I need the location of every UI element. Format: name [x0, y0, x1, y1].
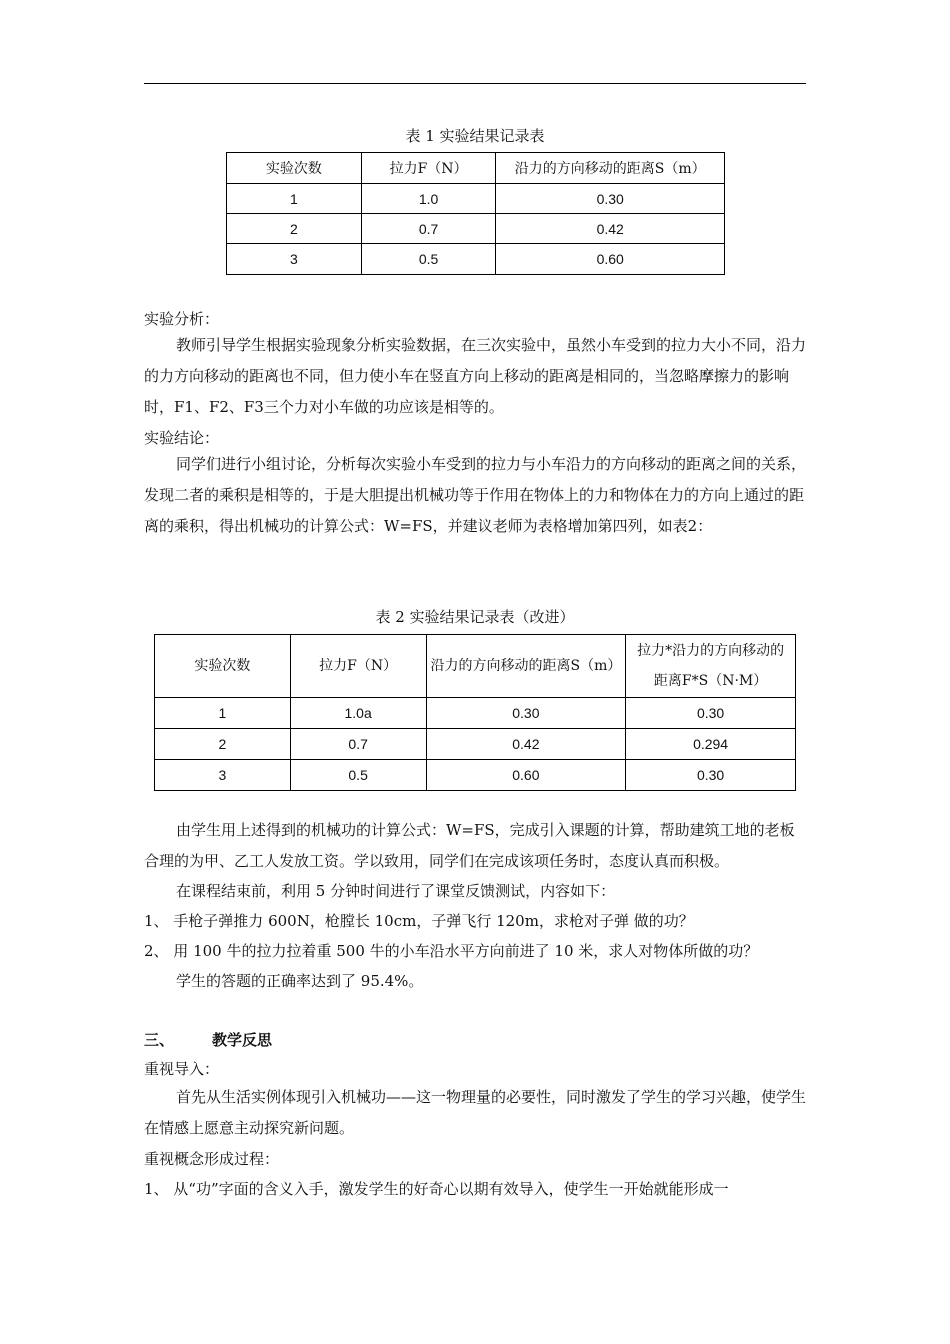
table1-caption: 表 1 实验结果记录表	[405, 127, 545, 145]
table-row	[155, 729, 796, 760]
table2-header-cell: 拉力*沿力的方向移动的距离F*S（N·M）	[626, 635, 796, 698]
section-number: 三、	[144, 1031, 175, 1049]
analysis-paragraph: 教师引导学生根据实验现象分析实验数据，在三次实验中，虽然小车受到的拉力大小不同，沿力的力方向移动的距离也不同，但力使小车在竖直方向上移动的距离是相同的，当忽略摩擦力的影响时，F1、F2、F3三个力对小车做的功应该是相等的。	[144, 336, 807, 416]
table2-header-cell: 拉力F（N）	[290, 635, 426, 698]
application-paragraph: 由学生用上述得到的机械功的计算公式：W=FS，完成引入课题的计算，帮助建筑工地的老板合理的为甲、乙工人发放工资。学以致用，同学们在完成该项任务时，态度认真而积极。	[144, 821, 795, 870]
conclusion-heading: 实验结论：	[144, 429, 220, 447]
section-title: 教学反思	[212, 1031, 273, 1049]
table1-cell: 3	[227, 244, 362, 275]
table2-cell: 0.30	[626, 760, 796, 791]
table1-cell: 0.60	[496, 244, 725, 275]
table-row	[227, 244, 725, 275]
table1-cell: 0.5	[361, 244, 496, 275]
table2-cell: 0.60	[426, 760, 626, 791]
table2-cell: 0.5	[290, 760, 426, 791]
table-row	[227, 214, 725, 244]
table2-cell: 0.294	[626, 729, 796, 760]
table2	[154, 634, 796, 791]
reflection-item-1: 1、 从“功”字面的含义入手，激发学生的好奇心以期有效导入，使学生一开始就能形成一	[144, 1180, 729, 1198]
analysis-heading: 实验分析：	[144, 310, 220, 328]
table2-caption: 表 2 实验结果记录表（改进）	[375, 608, 575, 626]
table2-cell: 0.30	[426, 698, 626, 729]
table2-header-cell: 沿力的方向移动的距离S（m）	[426, 635, 626, 698]
feedback-intro: 在课程结束前，利用 5 分钟时间进行了课堂反馈测试，内容如下：	[176, 882, 616, 900]
table2-cell: 3	[155, 760, 291, 791]
table2-cell: 0.30	[626, 698, 796, 729]
table1-header-cell: 拉力F（N）	[361, 153, 496, 184]
table1-cell: 0.7	[361, 214, 496, 244]
table2-cell: 2	[155, 729, 291, 760]
table-header-row	[227, 153, 725, 184]
table2-cell: 0.7	[290, 729, 426, 760]
table2-cell: 1.0a	[290, 698, 426, 729]
reflection-subheading-1: 重视导入：	[144, 1060, 220, 1078]
question-1: 1、 手枪子弹推力 600N，枪膛长 10cm，子弹飞行 120m，求枪对子弹 做的功？	[144, 912, 694, 930]
table1-cell: 0.30	[496, 184, 725, 214]
table1-cell: 2	[227, 214, 362, 244]
table1-cell: 1	[227, 184, 362, 214]
table1-header-cell: 沿力的方向移动的距离S（m）	[496, 153, 725, 184]
table2-cell: 1	[155, 698, 291, 729]
accuracy-text: 学生的答题的正确率达到了 95.4%。	[176, 972, 424, 990]
table1-cell: 0.42	[496, 214, 725, 244]
table1-cell: 1.0	[361, 184, 496, 214]
table-row	[155, 698, 796, 729]
table2-cell: 0.42	[426, 729, 626, 760]
question-2: 2、 用 100 牛的拉力拉着重 500 牛的小车沿水平方向前进了 10 米，求人对物体所做的功？	[144, 942, 759, 960]
table-row	[155, 760, 796, 791]
table-header-row	[155, 635, 796, 698]
header-rule	[144, 83, 806, 84]
reflection-paragraph-1: 首先从生活实例体现引入机械功——这一物理量的必要性，同时激发了学生的学习兴趣，使学生在情感上愿意主动探究新问题。	[144, 1088, 807, 1137]
reflection-subheading-2: 重视概念形成过程：	[144, 1150, 280, 1168]
table2-header-cell: 实验次数	[155, 635, 291, 698]
conclusion-paragraph: 同学们进行小组讨论，分析每次实验小车受到的拉力与小车沿力的方向移动的距离之间的关系，发现二者的乘积是相等的，于是大胆提出机械功等于作用在物体上的力和物体在力的方向上通过的距离的乘积，得出机械功的计算公式：W=FS，并建议老师为表格增加第四列，如表2：	[144, 455, 807, 535]
table-row	[227, 184, 725, 214]
table1-header-cell: 实验次数	[227, 153, 362, 184]
table1	[226, 152, 725, 275]
